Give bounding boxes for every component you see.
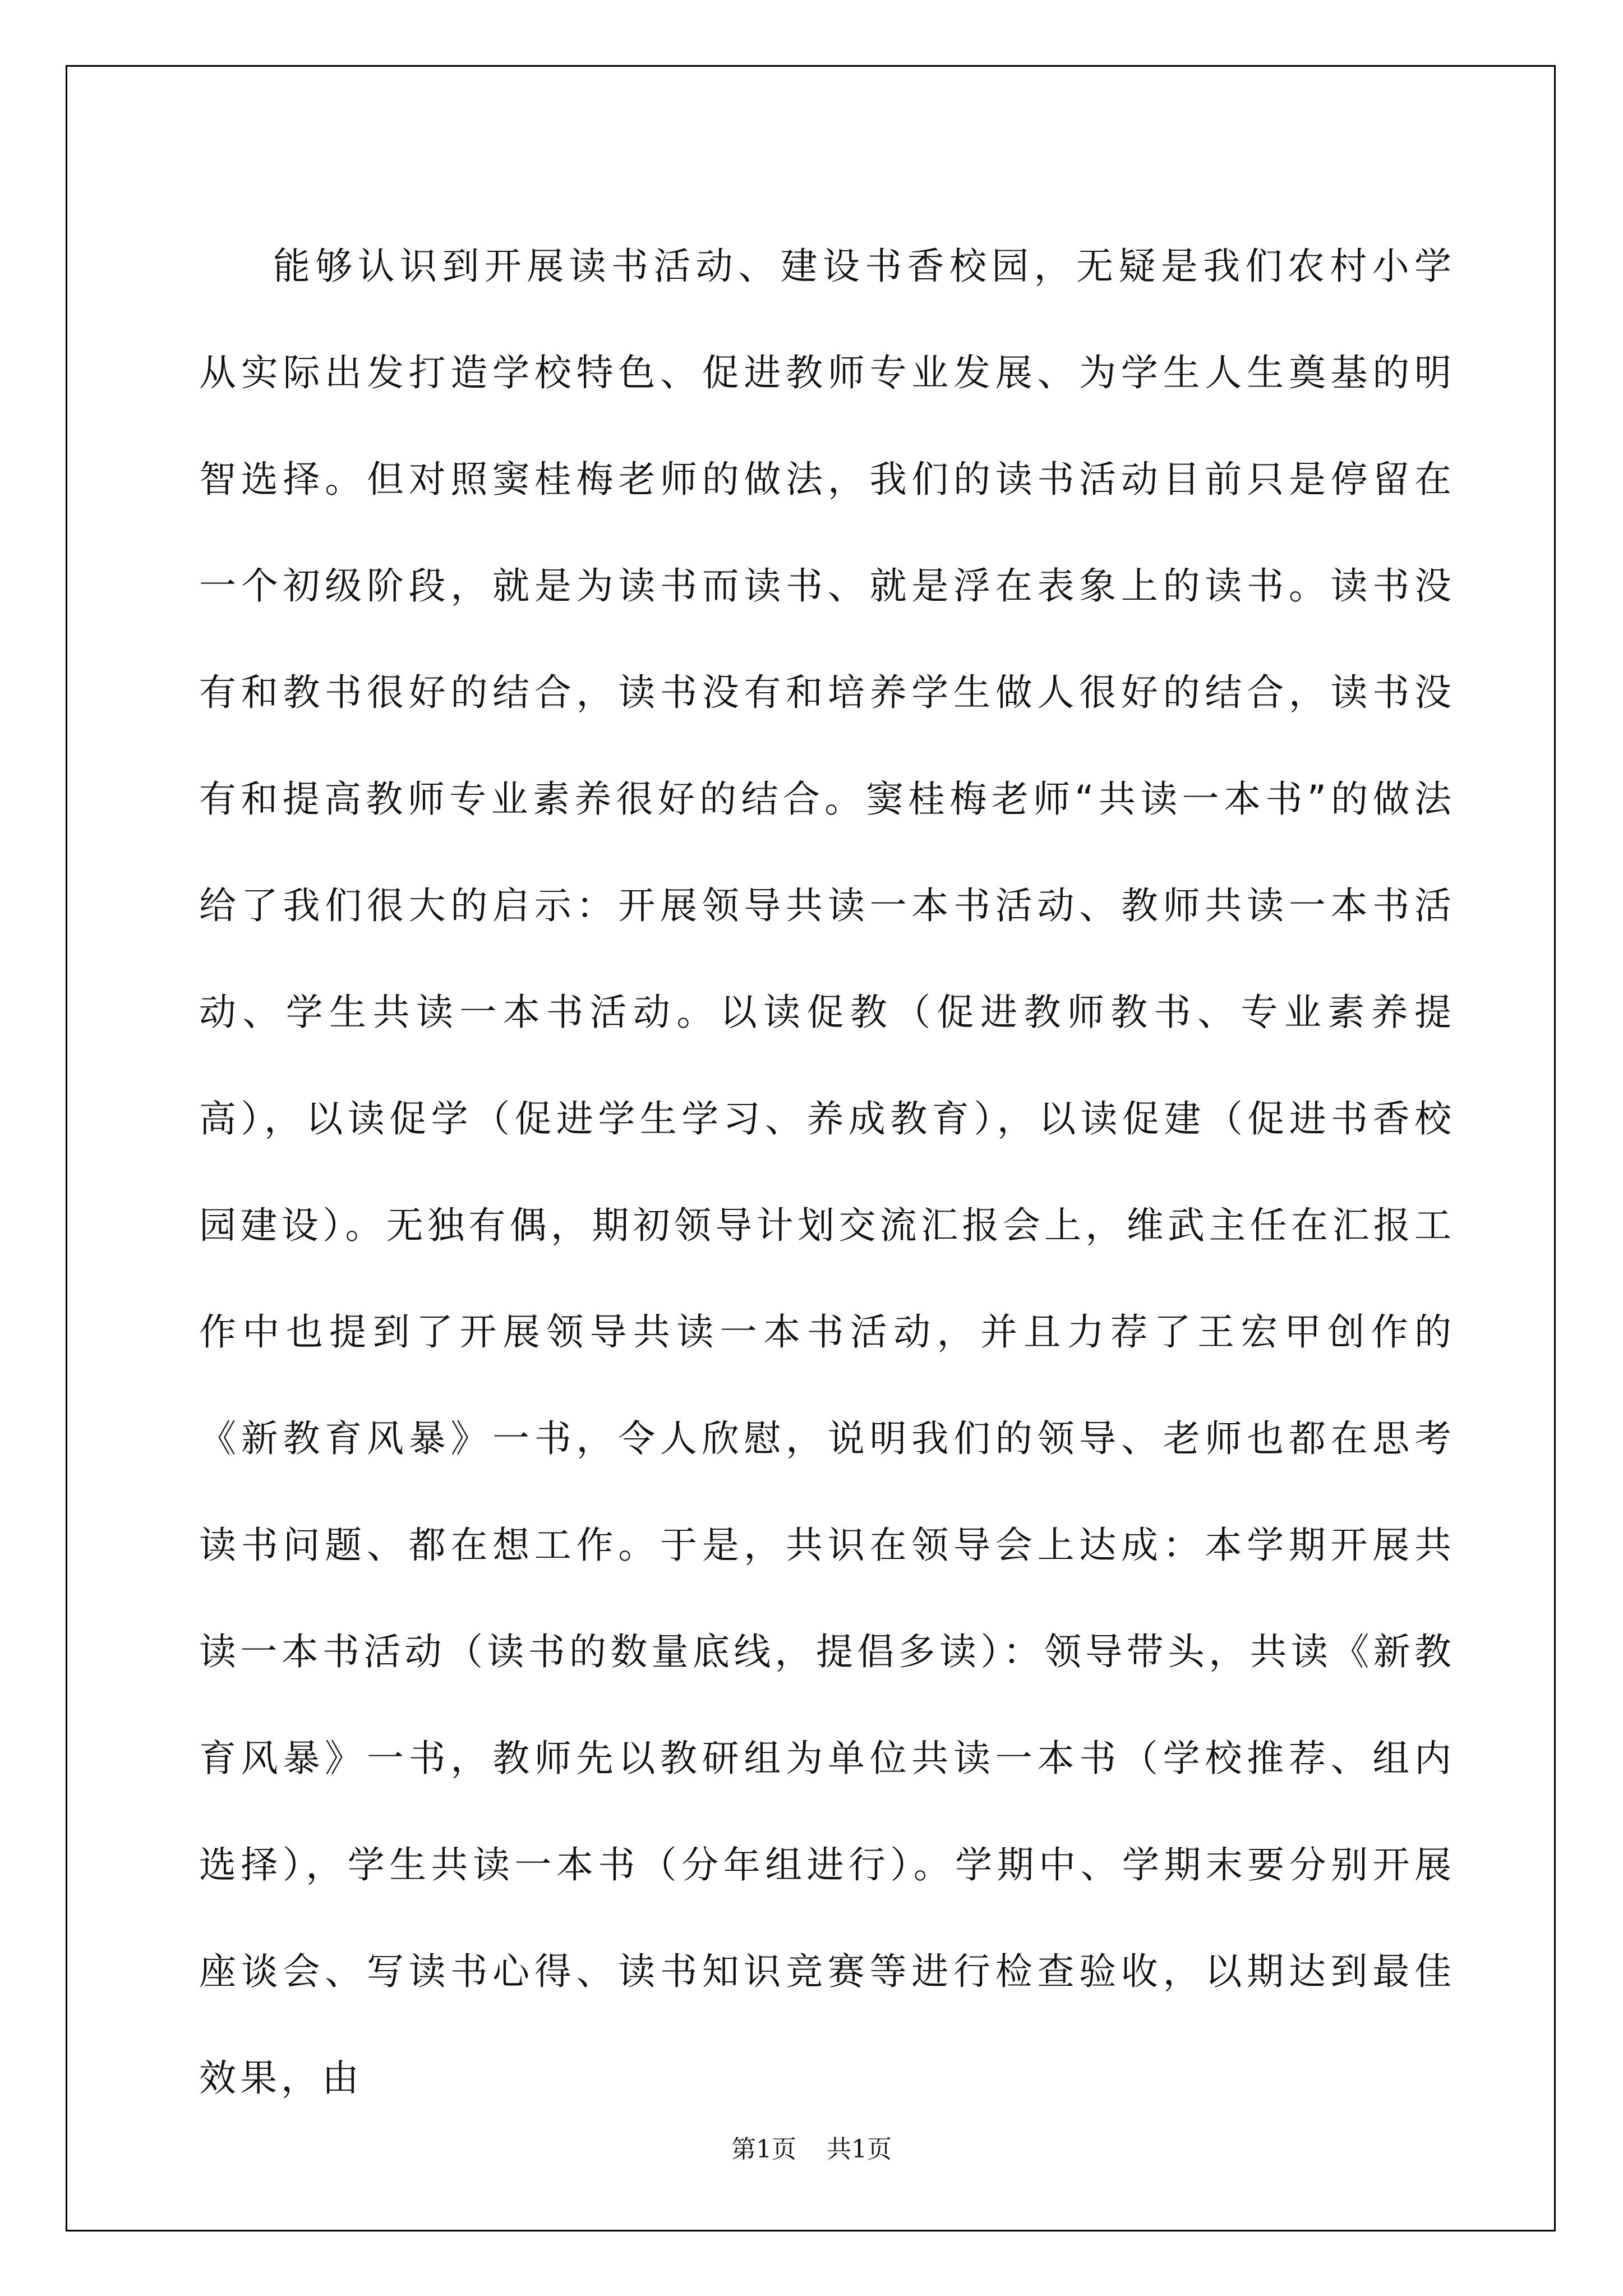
body-paragraph: 能够认识到开展读书活动、建设书香校园，无疑是我们农村小学从实际出发打造学校特色、促进教师专业发展、为学生人生奠基的明智选择。但对照窦桂梅老师的做法，我们的读书活动目前只是停留在一个初级阶段，就是为读书而读书、就是浮在表象上的读书。读书没有和教书很好的结合，读书没有和培养学生做人很好的结合，读书没有和提高教师专业素养很好的结合。窦桂梅老师“共读一本书”的做法给了我们很大的启示：开展领导共读一本书活动、教师共读一本书活动、学生共读一本书活动。以读促教（促进教师教书、专业素养提高），以读促学（促进学生学习、养成教育），以读促建（促进书香校园建设）。无独有偶，期初领导计划交流汇报会上，维武主任在汇报工作中也提到了开展领导共读一本书活动，并且力荐了王宏甲创作的《新教育风暴》一书，令人欣慰，说明我们的领导、老师也都在思考读书问题、都在想工作。于是，共识在领导会上达成：本学期开展共读一本书活动（读书的数量底线，提倡多读）：领导带头，共读《新教育风暴》一书，教师先以教研组为单位共读一本书（学校推荐、组内选择），学生共读一本书（分年组进行）。学期中、学期末要分别开展座谈会、写读书心得、读书知识竞赛等进行检查验收，以期达到最佳效果，由 [199,245,1455,2100]
page-footer [0,2129,1623,2165]
page-total: 共1页 [827,2135,892,2164]
page-number: 第1页 [731,2135,796,2164]
